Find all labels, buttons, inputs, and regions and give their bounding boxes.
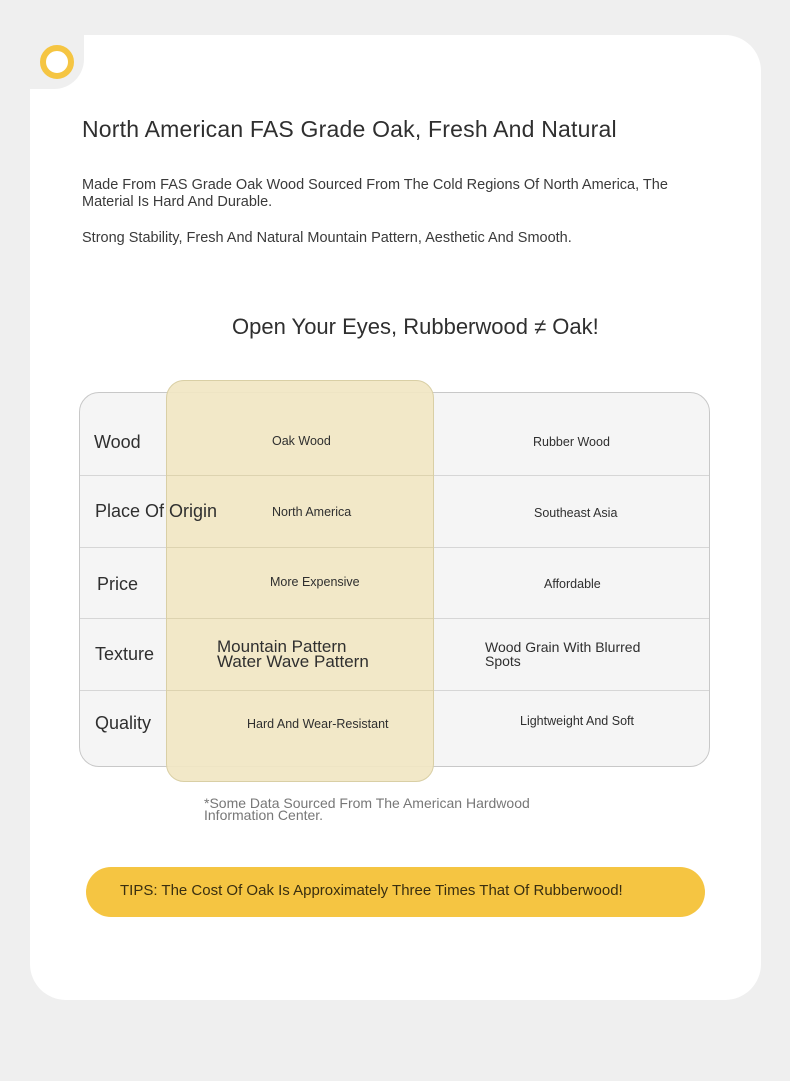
rubber-cell-texture: Wood Grain With Blurred Spots (485, 639, 641, 669)
row-label-origin: Place Of Origin (95, 501, 218, 521)
rubber-cell-origin: Southeast Asia (534, 506, 618, 520)
row-label-quality: Quality (95, 713, 152, 733)
oak-cell-texture-line2: Water Wave Pattern (217, 652, 369, 671)
rubber-cell-quality: Lightweight And Soft (520, 714, 634, 728)
row-label-wood: Wood (94, 432, 141, 452)
oak-cell-origin: North America (272, 505, 352, 519)
row-divider (167, 547, 433, 548)
rubber-cell-wood: Rubber Wood (533, 435, 610, 449)
oak-cell-texture-line1: Mountain Pattern (217, 637, 347, 656)
row-divider (167, 690, 433, 691)
row-divider (167, 618, 433, 619)
ring-icon (40, 45, 74, 79)
row-label-price: Price (97, 574, 139, 594)
oak-cell-price: More Expensive (270, 575, 360, 589)
rubber-cell-price: Affordable (544, 577, 601, 591)
stability-description: Strong Stability, Fresh And Natural Mountain Pattern, Aesthetic And Smooth. (82, 230, 572, 246)
tips-banner (86, 867, 705, 917)
source-note: *Some Data Sourced From The American Hardwood Information Center. (204, 795, 530, 823)
oak-cell-wood: Oak Wood (272, 434, 331, 448)
comparison-heading: Open Your Eyes, Rubberwood ≠ Oak! (232, 314, 599, 339)
row-divider (167, 475, 433, 476)
oak-cell-quality: Hard And Wear-Resistant (247, 717, 389, 731)
material-description: Made From FAS Grade Oak Wood Sourced From The Cold Regions Of North America, The Material Is Hard And Durable. (82, 177, 668, 210)
product-title: North American FAS Grade Oak, Fresh And Natural (82, 116, 617, 142)
tips-text: TIPS: The Cost Of Oak Is Approximately Three Times That Of Rubberwood! (120, 882, 623, 899)
row-label-texture: Texture (95, 644, 155, 664)
